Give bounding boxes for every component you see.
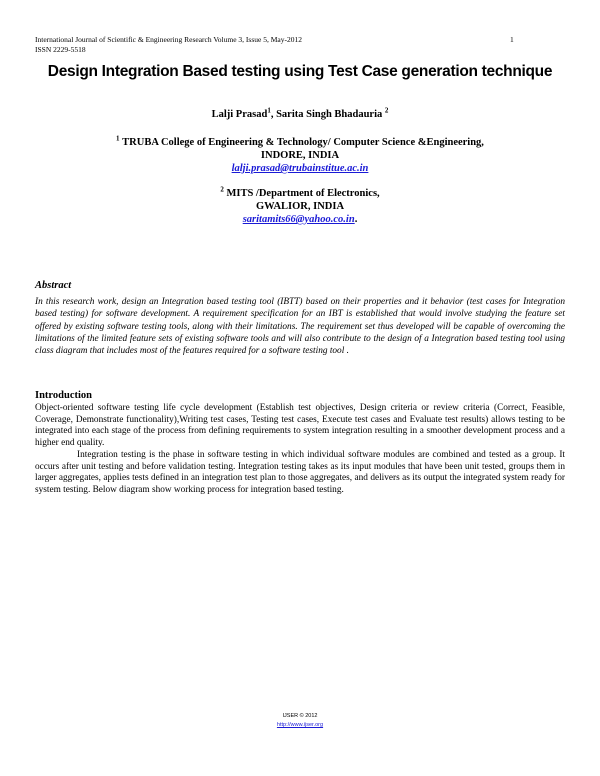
footer-copyright: IJSER © 2012 <box>282 713 318 719</box>
introduction-paragraph-1: Object-oriented software testing life cycle development (Establish test objectives, Design criteria or review criteria (Correct, Feasible, Coverage, Demonstrate functionality),Writing test cases, Testing test cases, Execute test cases and Evaluate test results) allows testing to be integrated into each stage of the process from defining requirements to system integration resulting in a smoother development process and a higher end quality. <box>35 403 565 449</box>
author-2-sup: 2 <box>384 106 389 115</box>
page-number: 1 <box>510 35 514 44</box>
author-line <box>0 108 600 121</box>
affiliation-2-email-link[interactable]: saritamits66@yahoo.co.in <box>242 214 355 225</box>
author-1-sup: 1 <box>267 106 271 115</box>
journal-header <box>35 35 302 54</box>
abstract-heading: Abstract <box>35 280 72 291</box>
introduction-heading: Introduction <box>35 390 92 401</box>
author-1: Lalji Prasad <box>211 109 268 120</box>
abstract-text: In this research work, design an Integration based testing tool (IBTT) based on their properties and it behavior (test cases for Integration based testing) for software development. A requirement specification for an IBT is established that would involve studying the feature set offered by existing software testing tools, along with their limitations. The requirement set thus developed will be capable of overcoming the limitations of the limited feature sets of existing software tools and will also contribute to the design of a Integration based testing tool using class diagram that includes most of the features required for a software testing tool . <box>35 297 565 357</box>
affiliation-1-sup: 1 <box>116 134 120 143</box>
affiliation-2-suffix: . <box>354 214 358 225</box>
affiliation-2-line1: MITS /Department of Electronics, <box>226 188 380 199</box>
journal-name: International Journal of Scientific & Engineering Research Volume 3, Issue 5, May-2012 <box>35 35 302 44</box>
footer-url-link[interactable]: http://www.ijser.org <box>276 722 324 728</box>
affiliation-2-sup: 2 <box>220 185 224 194</box>
affiliation-1-line2: INDORE, INDIA <box>260 150 340 161</box>
issn: ISSN 2229-5518 <box>35 44 86 54</box>
author-separator: , <box>270 109 277 120</box>
affiliation-1 <box>0 136 600 175</box>
affiliation-1-line1: TRUBA College of Engineering & Technology/ Computer Science &Engineering, <box>122 137 484 148</box>
introduction-paragraph-2: Integration testing is the phase in software testing in which individual software modules are combined and tested as a group. It occurs after unit testing and before validation testing. Integration testing takes as its input modules that have been unit tested, groups them in larger aggregates, applies tests defined in an integration test plan to those aggregates, and delivers as its output the integrated system ready for system testing. Below diagram show working process for integration based testing. <box>35 449 565 495</box>
author-2: Sarita Singh Bhadauria <box>276 109 383 120</box>
affiliation-2 <box>0 187 600 226</box>
affiliation-1-email-link[interactable]: lalji.prasad@trubainstitue.ac.in <box>231 163 369 174</box>
paper-title: Design Integration Based testing using Test Case generation technique <box>47 63 553 80</box>
affiliation-2-line2: GWALIOR, INDIA <box>255 201 345 212</box>
introduction-body <box>35 403 565 497</box>
